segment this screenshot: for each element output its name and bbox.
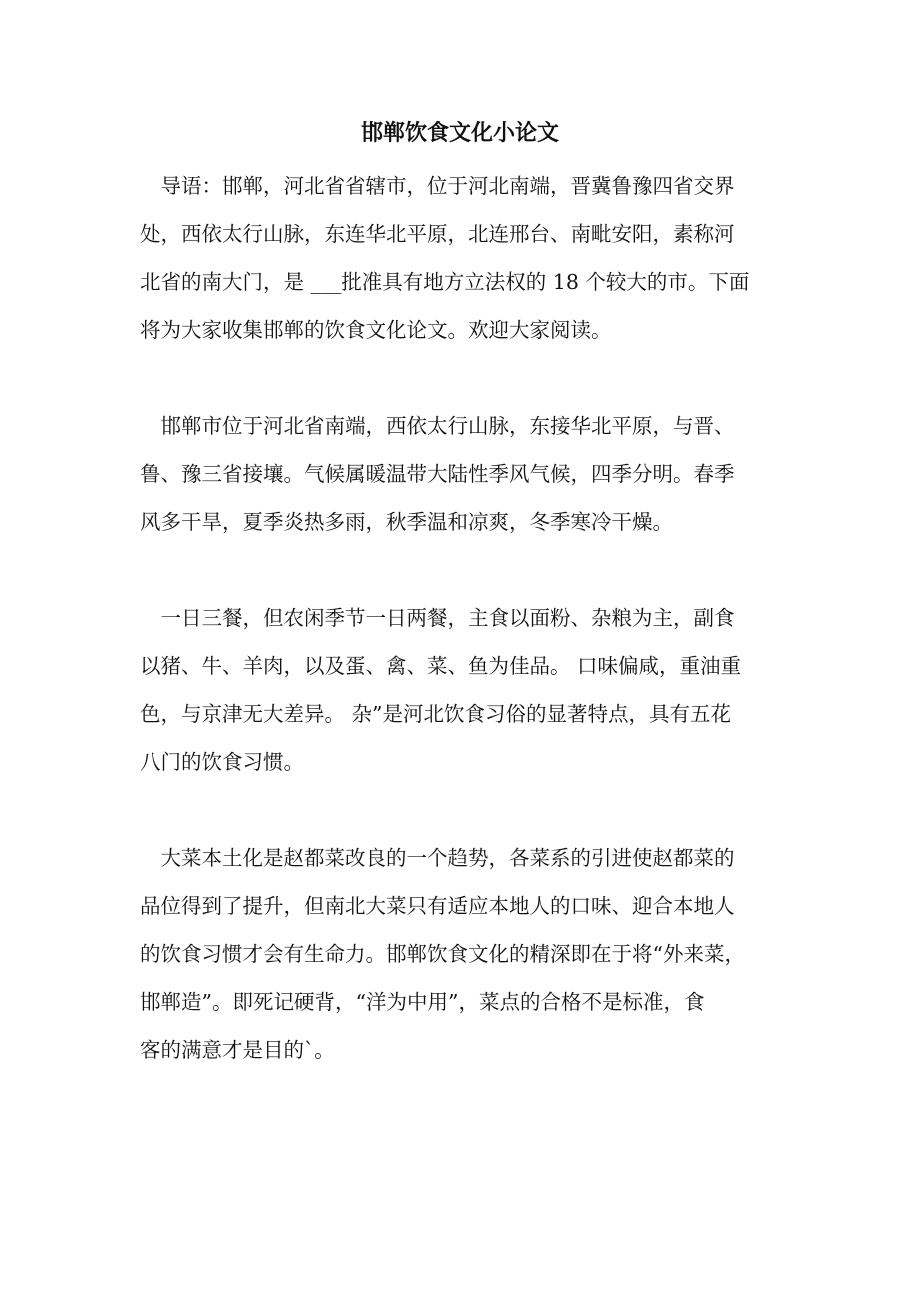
text-line: 将为大家收集邯郸的饮食文化论文。欢迎大家阅读。	[140, 318, 612, 342]
text-line: 色，与京津无大差异。 杂”是河北饮食习俗的显著特点，具有五花	[140, 702, 731, 726]
document-title: 邯郸饮食文化小论文	[360, 120, 559, 146]
paragraph-localization	[140, 834, 790, 1074]
text-line: 八门的饮食习惯。	[140, 750, 304, 774]
text-line: 客的满意才是目的`。	[140, 1038, 335, 1062]
text-line: 以猪、牛、羊肉，以及蛋、禽、菜、鱼为佳品。 口味偏咸，重油重	[140, 654, 742, 678]
text-line: 导语：邯郸，河北省省辖市，位于河北南端，晋冀鲁豫四省交界	[140, 174, 735, 198]
paragraph-intro	[140, 162, 790, 354]
paragraph-diet	[140, 594, 790, 786]
text-line: 一日三餐，但农闲季节一日两餐，主食以面粉、杂粮为主，副食	[140, 606, 735, 630]
text-line: 邯郸市位于河北省南端，西依太行山脉，东接华北平原，与晋、	[140, 414, 735, 438]
text-line: 邯郸造”。即死记硬背，“洋为中用”，菜点的合格不是标准，食	[140, 990, 705, 1014]
text-line: 风多干旱，夏季炎热多雨，秋季温和凉爽，冬季寒冷干燥。	[140, 510, 673, 534]
paragraph-geography	[140, 402, 790, 546]
text-line: 品位得到了提升，但南北大菜只有适应本地人的口味、迎合本地人	[140, 894, 735, 918]
document-body	[140, 162, 790, 1122]
text-line: 北省的南大门，是 ___批准具有地方立法权的 18 个较大的市。下面	[140, 270, 750, 294]
text-line: 的饮食习惯才会有生命力。邯郸饮食文化的精深即在于将“外来菜，	[140, 942, 745, 966]
text-line: 鲁、豫三省接壤。气候属暖温带大陆性季风气候，四季分明。春季	[140, 462, 735, 486]
text-line: 大菜本土化是赵都菜改良的一个趋势，各菜系的引进使赵都菜的	[140, 846, 735, 870]
text-line: 处，西依太行山脉，东连华北平原，北连邢台、南毗安阳，素称河	[140, 222, 735, 246]
